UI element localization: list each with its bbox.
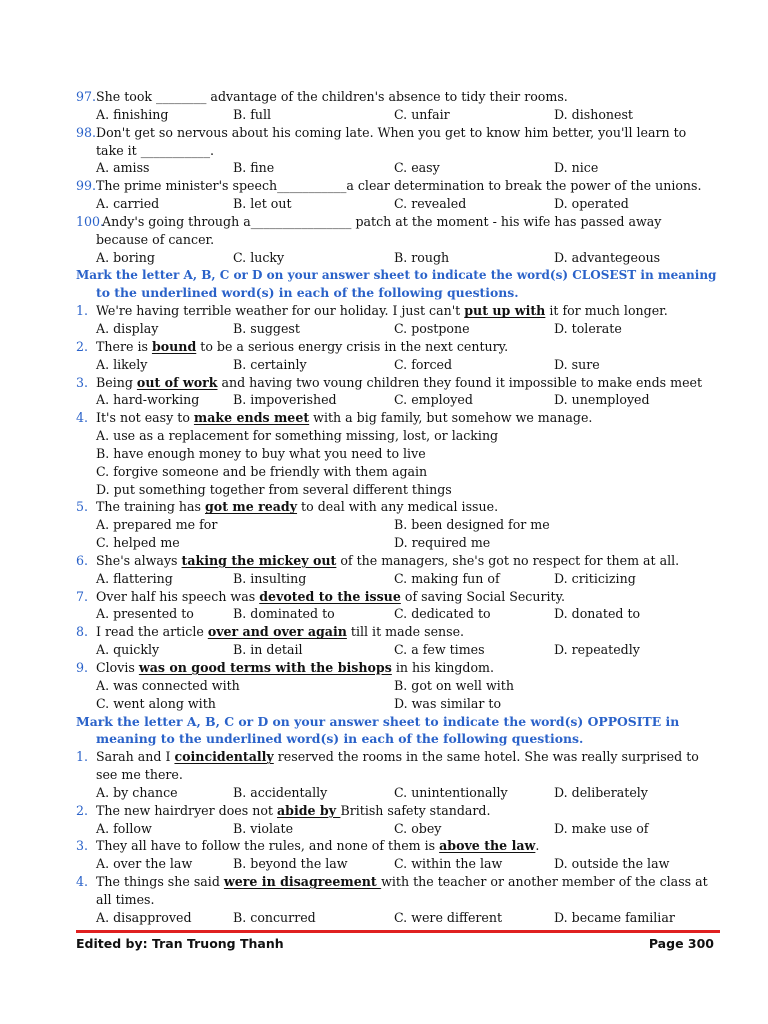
option-a: A. hard-working [96, 392, 200, 408]
options-row-long [76, 445, 716, 463]
options-row [76, 855, 716, 873]
question-c3 [76, 837, 716, 855]
option-c: C. helped me [96, 535, 180, 551]
question-number: 9. [76, 660, 89, 675]
option-a: A. flattering [96, 570, 173, 586]
options-row [76, 356, 716, 374]
stem-text: Being [96, 374, 137, 390]
underlined-phrase: devoted to the issue [259, 588, 401, 604]
option-c: C. forced [394, 356, 453, 372]
option-a: A. likely [96, 356, 148, 372]
options-row [76, 249, 716, 267]
question-b6 [76, 552, 716, 570]
question-stem [96, 374, 702, 392]
instruction-text: to the underlined word(s) in each of the following questions. [96, 285, 519, 301]
options-row [76, 820, 716, 838]
question-stem [96, 748, 699, 766]
option-b: B. been designed for me [394, 517, 550, 533]
stem-text: with a big family, but somehow we manage. [309, 410, 593, 426]
question-stem [96, 498, 498, 516]
instruction-text: Mark the letter A, B, C or D on your answer sheet to indicate the word(s) CLOSEST in meaning [76, 267, 717, 283]
page-number: Page 300 [648, 936, 714, 951]
stem-text: Clovis [96, 660, 139, 675]
question-number: 7. [76, 588, 89, 604]
options-row [76, 784, 716, 802]
option-b: B. insulting [233, 570, 307, 586]
option-b: B. in detail [233, 642, 303, 658]
question-stem [96, 588, 565, 606]
options-row [76, 909, 716, 927]
stem-text: British safety standard. [340, 802, 491, 818]
stem-text: She's always [96, 552, 182, 568]
option-c: C. dedicated to [394, 606, 491, 622]
underlined-phrase: out of work [136, 374, 218, 390]
instruction-opposite [76, 713, 716, 731]
options-row [76, 605, 716, 623]
question-b7 [76, 588, 716, 606]
option-c: C. within the law [394, 856, 503, 872]
options-row [76, 677, 716, 695]
option-a: A. amiss [96, 160, 150, 176]
option-c: C. unintentionally [394, 784, 508, 800]
question-content [76, 88, 716, 927]
option-c: C. revealed [394, 196, 467, 212]
options-row [76, 391, 716, 409]
underlined-phrase: coincidentally [174, 749, 274, 765]
question-number: 1. [76, 303, 89, 319]
question-stem-continued [76, 766, 716, 784]
underlined-phrase: got me ready [204, 499, 298, 515]
question-number: 98. [76, 124, 97, 140]
option-c: C. easy [394, 160, 440, 176]
underlined-phrase: over and over again [207, 624, 347, 640]
stem-text: of the managers, she's got no respect for them at all. [336, 552, 680, 568]
question-b4 [76, 409, 716, 427]
question-number: 3. [76, 838, 89, 854]
option-b: B. have enough money to buy what you need to live [96, 445, 426, 461]
question-number: 100. [76, 213, 105, 229]
question-b2 [76, 338, 716, 356]
question-98 [76, 124, 716, 142]
page-footer [76, 936, 714, 954]
question-number: 2. [76, 802, 89, 818]
option-b: B. concurred [233, 909, 316, 925]
options-row-long [76, 463, 716, 481]
instruction-text: meaning to the underlined word(s) in each of the following questions. [96, 731, 584, 747]
option-d: D. advantegeous [554, 249, 661, 265]
question-stem [96, 873, 708, 891]
stem-text: They all have to follow the rules, and none of them is [96, 838, 440, 854]
option-a: A. by chance [96, 784, 178, 800]
instruction-text: Mark the letter A, B, C or D on your answer sheet to indicate the word(s) OPPOSITE in [76, 713, 680, 729]
option-c: C. a few times [394, 642, 485, 658]
stem-text: There is [96, 338, 152, 354]
option-b: B. fine [233, 160, 275, 176]
underlined-phrase: were in disagreement [223, 874, 382, 890]
underlined-phrase: above the law [439, 838, 536, 854]
option-d: D. put something together from several different things [96, 481, 452, 497]
option-d: D. operated [554, 196, 629, 212]
question-stem-continued [76, 231, 716, 249]
stem-text: Over half his speech was [96, 588, 260, 604]
question-stem: because of cancer. [96, 231, 215, 247]
stem-text: with the teacher or another member of the class at [381, 874, 708, 890]
stem-text: to deal with any medical issue. [297, 499, 499, 515]
option-c: C. went along with [96, 695, 216, 711]
option-b: B. suggest [233, 320, 300, 336]
instruction-opposite-continued [76, 730, 716, 748]
underlined-phrase: put up with [464, 303, 546, 319]
option-d: D. make use of [554, 820, 649, 836]
question-stem [96, 302, 668, 320]
question-number: 1. [76, 749, 89, 765]
question-stem [96, 802, 490, 820]
question-99 [76, 177, 716, 195]
question-stem [96, 659, 494, 677]
stem-text: to be a serious energy crisis in the next century. [196, 338, 509, 354]
stem-text: I read the article [96, 624, 208, 640]
option-b: B. let out [233, 196, 292, 212]
option-d: D. criticizing [554, 570, 636, 586]
stem-text: It's not easy to [96, 410, 194, 426]
question-stem [96, 623, 464, 641]
question-stem [96, 409, 592, 427]
option-d: D. required me [394, 535, 491, 551]
option-b: B. full [233, 106, 272, 122]
stem-text: reserved the rooms in the same hotel. She was really surprised to [273, 749, 699, 765]
option-c: C. forgive someone and be friendly with them again [96, 463, 428, 479]
question-stem [96, 552, 679, 570]
options-row [76, 516, 716, 534]
option-a: A. over the law [96, 856, 193, 872]
option-c: C. postpone [394, 320, 470, 336]
option-c: C. were different [394, 909, 503, 925]
stem-text: . [535, 838, 540, 854]
options-row [76, 641, 716, 659]
option-a: A. was connected with [96, 677, 240, 693]
footer-rule [76, 930, 720, 933]
stem-text: Sarah and I [96, 749, 175, 765]
option-b: B. got on well with [394, 677, 514, 693]
question-100 [76, 213, 716, 231]
option-b: B. accidentally [233, 784, 328, 800]
option-a: A. quickly [96, 642, 160, 658]
question-number: 5. [76, 499, 89, 515]
question-number: 2. [76, 338, 89, 354]
option-d: D. became familiar [554, 909, 675, 925]
question-stem-continued [76, 891, 716, 909]
question-stem-continued [76, 142, 716, 160]
underlined-phrase: make ends meet [193, 410, 310, 426]
option-a: A. follow [96, 820, 152, 836]
stem-text: it for much longer. [545, 303, 668, 319]
question-number: 4. [76, 874, 89, 890]
question-number: 3. [76, 374, 89, 390]
stem-text: and having two voung children they found it impossible to make ends meet [217, 374, 703, 390]
option-d: D. nice [554, 160, 599, 176]
question-stem: see me there. [96, 767, 183, 783]
question-b3 [76, 374, 716, 392]
option-a: A. use as a replacement for something missing, lost, or lacking [96, 428, 499, 444]
option-b: B. beyond the law [233, 856, 348, 872]
underlined-phrase: taking the mickey out [181, 552, 337, 568]
stem-text: of saving Social Security. [400, 588, 566, 604]
option-d: D. sure [554, 356, 600, 372]
option-a: A. boring [96, 249, 155, 265]
option-b: B. impoverished [233, 392, 337, 408]
question-number: 4. [76, 410, 89, 426]
option-a: A. display [96, 320, 159, 336]
option-a: A. presented to [96, 606, 194, 622]
instruction-closest [76, 266, 716, 284]
options-row [76, 695, 716, 713]
option-b: B. dominated to [233, 606, 335, 622]
option-b: B. rough [394, 249, 450, 265]
question-b9 [76, 659, 716, 677]
question-stem: take it ___________. [96, 142, 215, 158]
question-97 [76, 88, 716, 106]
question-c4 [76, 873, 716, 891]
option-c: C. employed [394, 392, 473, 408]
options-row [76, 106, 716, 124]
underlined-phrase: bound [151, 338, 197, 354]
footer-editor: Edited by: Tran Truong Thanh [76, 936, 284, 951]
option-c: C. obey [394, 820, 442, 836]
options-row [76, 320, 716, 338]
question-c1 [76, 748, 716, 766]
question-c2 [76, 802, 716, 820]
options-row [76, 195, 716, 213]
option-b: B. certainly [233, 356, 307, 372]
option-c: C. unfair [394, 106, 450, 122]
option-d: D. deliberately [554, 784, 648, 800]
underlined-phrase: was on good terms with the bishops [138, 660, 392, 675]
stem-text: The things she said [96, 874, 224, 890]
option-b: B. violate [233, 820, 294, 836]
instruction-closest-continued [76, 284, 716, 302]
option-d: D. repeatedly [554, 642, 640, 658]
question-stem [96, 338, 508, 356]
question-stem [96, 837, 539, 855]
question-stem: She took ________ advantage of the children's absence to tidy their rooms. [96, 89, 568, 104]
option-a: A. prepared me for [96, 517, 218, 533]
option-a: A. carried [96, 196, 160, 212]
option-d: D. outside the law [554, 856, 670, 872]
underlined-phrase: abide by [276, 802, 341, 818]
stem-text: in his kingdom. [391, 660, 494, 675]
question-number: 97. [76, 89, 97, 104]
question-b1 [76, 302, 716, 320]
question-b8 [76, 623, 716, 641]
stem-text: till it made sense. [346, 624, 465, 640]
option-c: C. making fun of [394, 570, 500, 586]
question-stem: all times. [96, 891, 155, 907]
options-row-long [76, 481, 716, 499]
option-d: D. tolerate [554, 320, 622, 336]
stem-text: We're having terrible weather for our holiday. I just can't [96, 303, 465, 319]
question-stem: Andy's going through a________________ patch at the moment - his wife has passed away [102, 213, 662, 229]
options-row [76, 570, 716, 588]
question-number: 6. [76, 552, 89, 568]
question-stem: Don't get so nervous about his coming late. When you get to know him better, you'll learn to [96, 124, 687, 140]
option-c: C. lucky [233, 249, 285, 265]
stem-text: The training has [96, 499, 205, 515]
question-b5 [76, 498, 716, 516]
option-d: D. donated to [554, 606, 641, 622]
option-a: A. disapproved [96, 909, 192, 925]
options-row [76, 159, 716, 177]
options-row [76, 534, 716, 552]
option-d: D. dishonest [554, 106, 633, 122]
option-d: D. was similar to [394, 695, 502, 711]
options-row-long [76, 427, 716, 445]
stem-text: The new hairdryer does not [96, 802, 277, 818]
option-a: A. finishing [96, 106, 169, 122]
option-d: D. unemployed [554, 392, 650, 408]
question-number: 99. [76, 178, 97, 194]
question-number: 8. [76, 624, 89, 640]
question-stem: The prime minister's speech___________a clear determination to break the power of the unions. [96, 178, 702, 194]
